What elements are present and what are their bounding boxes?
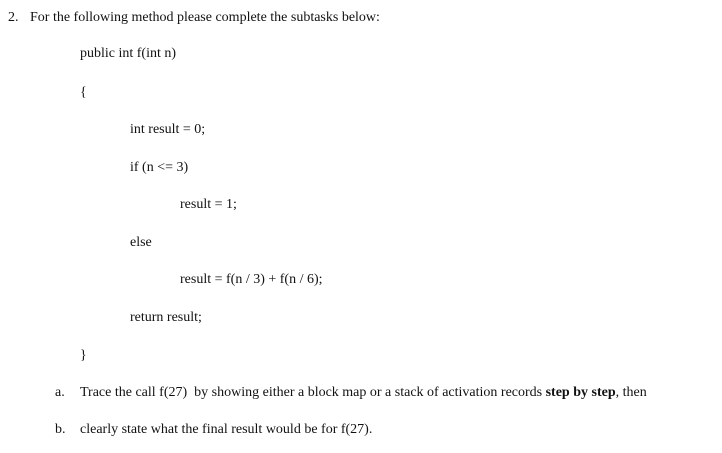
- subtask-a-text-after: , then: [615, 385, 647, 400]
- subtask-a-marker: a.: [55, 385, 65, 400]
- subtask-a-text: [80, 385, 647, 401]
- question-prompt: For the following method please complete the subtasks below:: [30, 10, 380, 25]
- code-line-result-one: result = 1;: [180, 197, 237, 212]
- code-line-if: if (n <= 3): [130, 160, 189, 175]
- code-line-recursive: result = f(n / 3) + f(n / 6);: [180, 272, 323, 287]
- subtask-b-marker: b.: [55, 422, 66, 437]
- subtask-a-text-before: Trace the call f(27) by showing either a block map or a stack of activation records: [80, 385, 546, 400]
- code-line-result-init: int result = 0;: [130, 122, 206, 137]
- close-brace: }: [80, 348, 87, 363]
- code-line-return: return result;: [130, 310, 202, 325]
- code-line-else: else: [130, 235, 152, 250]
- subtask-a-emphasis: step by step: [545, 385, 616, 400]
- subtask-b-text: clearly state what the final result would be for f(27).: [80, 422, 373, 437]
- open-brace: {: [80, 85, 87, 100]
- method-signature: public int f(int n): [80, 46, 177, 61]
- question-number: 2.: [8, 10, 19, 25]
